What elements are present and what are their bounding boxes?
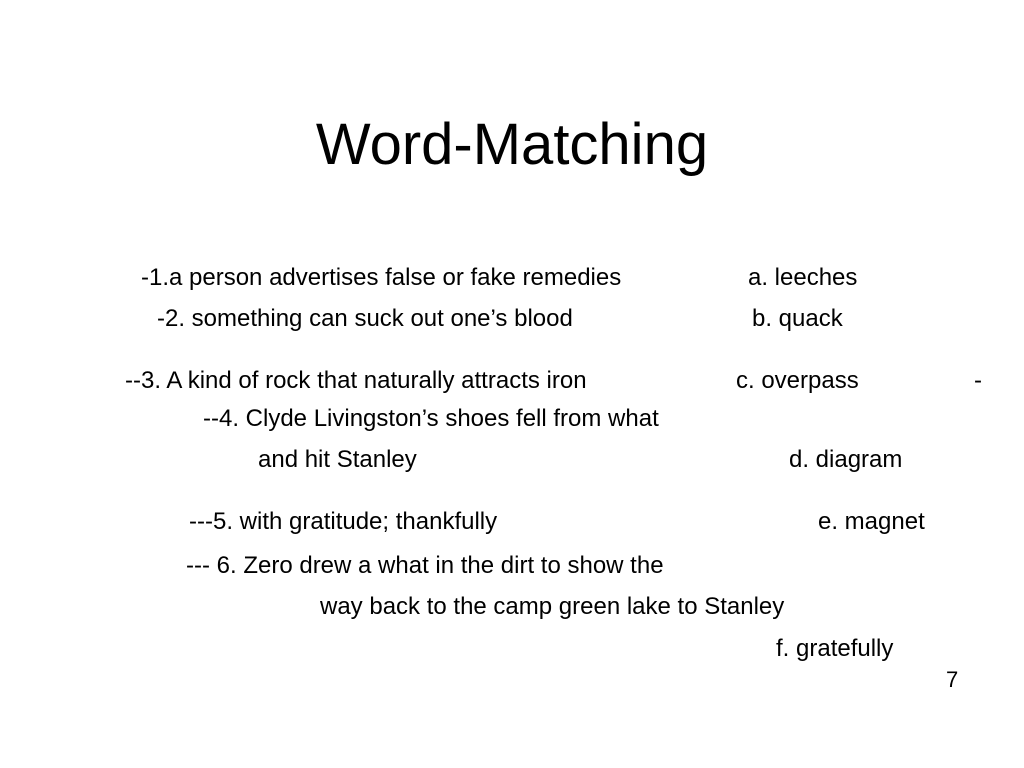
question-6-continued: way back to the camp green lake to Stanley (320, 593, 785, 620)
page-number: 7 (946, 667, 959, 692)
question-3: --3. A kind of rock that naturally attracts iron (125, 367, 587, 394)
question-6: --- 6. Zero drew a what in the dirt to show the (186, 552, 664, 579)
question-5: ---5. with gratitude; thankfully (189, 508, 498, 535)
answer-b: b. quack (752, 305, 843, 332)
question-4-continued: and hit Stanley (258, 446, 417, 473)
question-2: -2. something can suck out one’s blood (157, 305, 573, 332)
question-4: --4. Clyde Livingston’s shoes fell from what (203, 405, 659, 432)
answer-c: c. overpass (736, 367, 859, 394)
slide-title: Word-Matching (315, 112, 709, 177)
answer-a: a. leeches (748, 264, 858, 291)
answer-e: e. magnet (818, 508, 925, 535)
trailing-dash: - (974, 367, 982, 394)
answer-d: d. diagram (789, 446, 903, 473)
question-1: -1.a person advertises false or fake remedies (141, 264, 622, 291)
answer-f: f. gratefully (776, 635, 894, 662)
